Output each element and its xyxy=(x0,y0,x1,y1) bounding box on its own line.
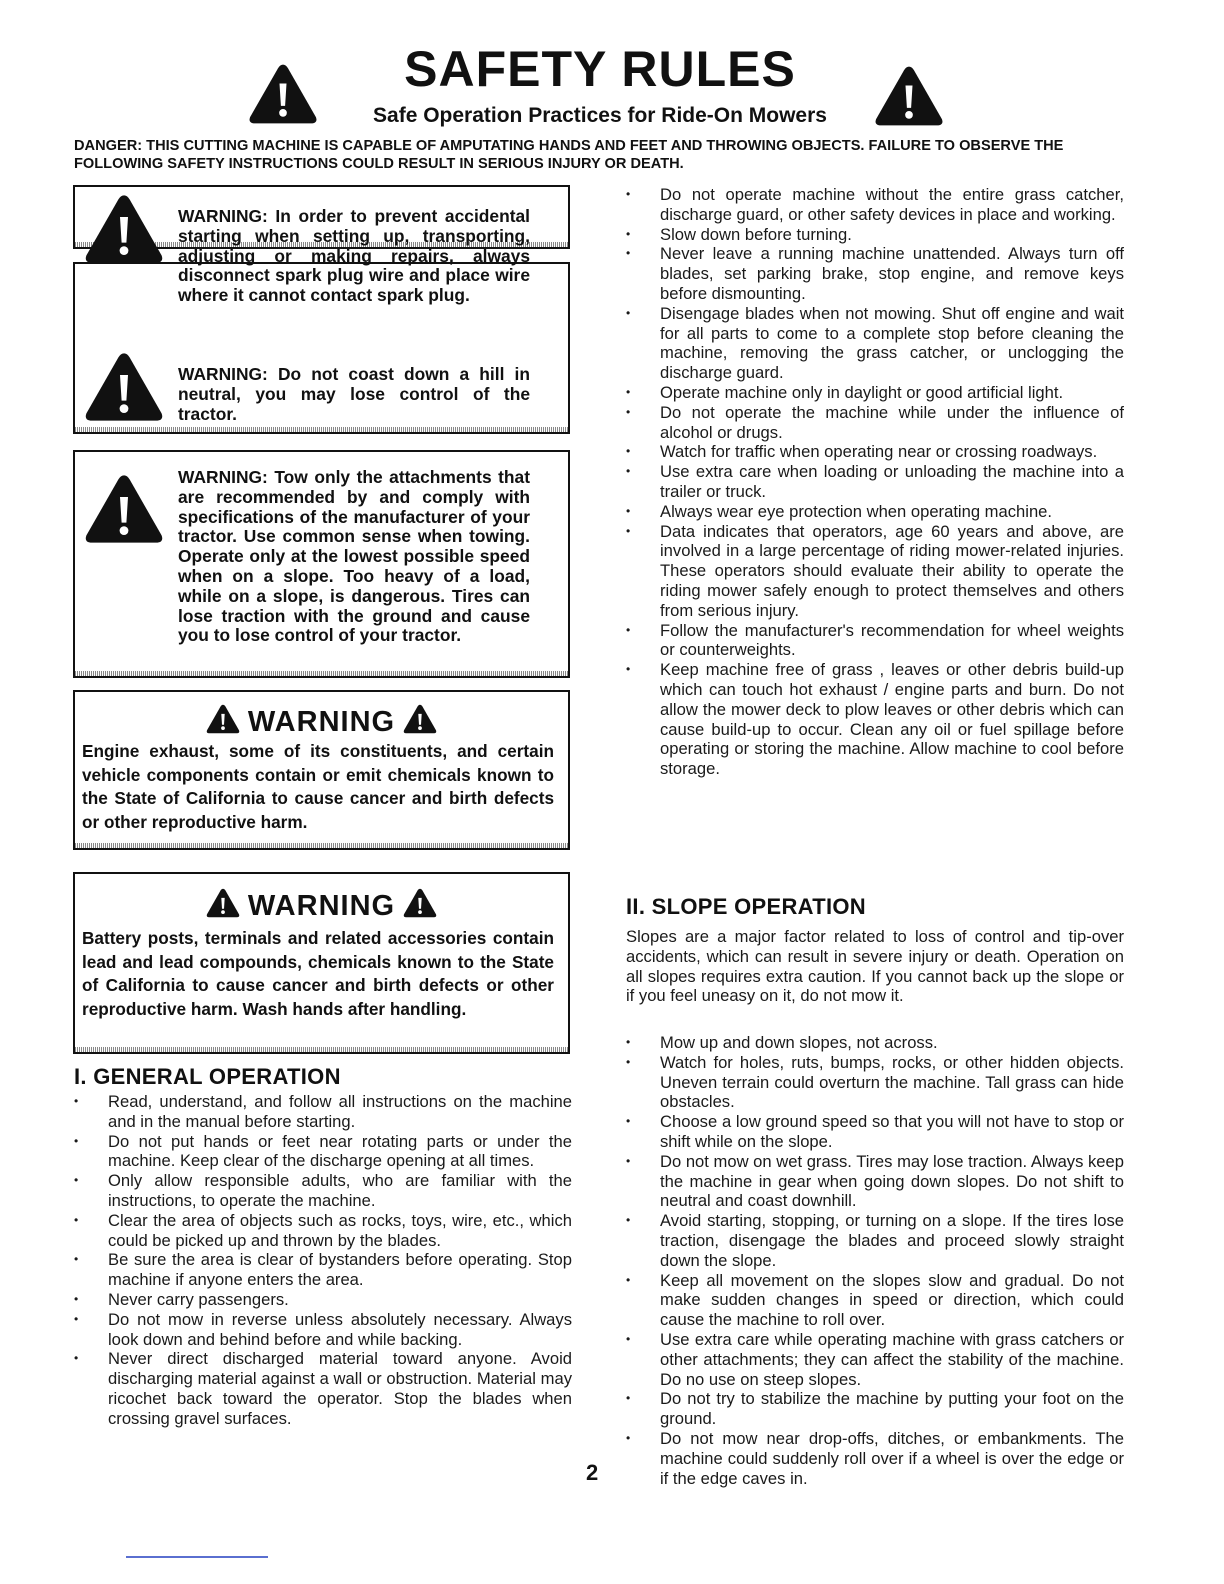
box-shadow-strip xyxy=(75,843,568,848)
warning-text-coast: WARNING: Do not coast down a hill in neutral, you may lose control of the tractor. xyxy=(178,364,530,424)
warning-triangle-small-icon xyxy=(403,703,437,741)
prop65-engine-header xyxy=(73,703,570,737)
box-shadow-strip xyxy=(75,671,568,676)
general-operation-heading: I. GENERAL OPERATION xyxy=(74,1064,341,1089)
list-item: • Keep all movement on the slopes slow and gradual. Do not make sudden changes in speed or direction, which could cause the machine to roll over. xyxy=(626,1271,1124,1330)
list-item: • Keep machine free of grass , leaves or other debris build-up which can touch hot exhaust / engine parts and burn. Do not allow the mower deck to plow leaves or other debris which can cause build-up to occur. Clean any oil or fuel spillage before operating or storing the machine. Allow machine to cool before storage. xyxy=(626,660,1124,779)
prop65-warning-label: WARNING xyxy=(247,890,396,922)
list-item: • Watch for traffic when operating near or crossing roadways. xyxy=(626,442,1124,462)
list-item: • Read, understand, and follow all instructions on the machine and in the manual before starting. xyxy=(74,1092,572,1132)
warning-text-disconnect: WARNING: In order to prevent accidental starting when setting up, transporting, adjusting or making repairs, always disconnect spark plug wire and place wire where it cannot contact spark plug. xyxy=(178,206,530,306)
list-item: • Avoid starting, stopping, or turning on a slope. If the tires lose traction, disengage the blades and proceed slowly straight down the slope. xyxy=(626,1211,1124,1270)
page-subtitle: Safe Operation Practices for Ride-On Mowers xyxy=(373,104,827,127)
list-item: • Do not put hands or feet near rotating parts or under the machine. Keep clear of the discharge opening at all times. xyxy=(74,1132,572,1172)
slope-operation-list xyxy=(626,1033,1124,1488)
list-item: • Clear the area of objects such as rocks, toys, wire, etc., which could be picked up and thrown by the blades. xyxy=(74,1211,572,1251)
page-number: 2 xyxy=(586,1460,599,1485)
general-operation-list xyxy=(74,1092,572,1429)
box-shadow-strip xyxy=(75,427,568,432)
list-item: • Mow up and down slopes, not across. xyxy=(626,1033,1124,1053)
danger-notice: DANGER: THIS CUTTING MACHINE IS CAPABLE OF AMPUTATING HANDS AND FEET AND THROWING OBJECTS. FAILURE TO OBSERVE THE FOLLOWING SAFETY INSTRUCTIONS COULD RESULT IN SERIOUS INJURY OR DEATH. xyxy=(74,138,1064,172)
list-item: • Do not mow in reverse unless absolutely necessary. Always look down and behind before and while backing. xyxy=(74,1310,572,1350)
warning-triangle-small-icon xyxy=(403,887,437,925)
prop65-battery-header xyxy=(73,887,570,921)
list-item: • Do not operate machine without the entire grass catcher, discharge guard, or other safety devices in place and working. xyxy=(626,185,1124,225)
list-item: • Disengage blades when not mowing. Shut off engine and wait for all parts to come to a complete stop before cleaning the machine, removing the grass catcher, or unclogging the discharge guard. xyxy=(626,304,1124,383)
warning-triangle-icon xyxy=(84,348,164,426)
list-item: • Do not mow on wet grass. Tires may lose traction. Always keep the machine in gear when going down slopes. Do not shift to neutral and coast downhill. xyxy=(626,1152,1124,1211)
list-item: • Watch for holes, ruts, bumps, rocks, or other hidden objects. Uneven terrain could overturn the machine. Tall grass can hide obstacles. xyxy=(626,1053,1124,1112)
warning-triangle-small-icon xyxy=(206,703,240,741)
list-item: • Always wear eye protection when operating machine. xyxy=(626,502,1124,522)
warning-triangle-small-icon xyxy=(206,887,240,925)
box-shadow-strip xyxy=(75,1047,568,1052)
list-item: • Never carry passengers. xyxy=(74,1290,572,1310)
footer-rule xyxy=(126,1556,268,1558)
slope-operation-heading: II. SLOPE OPERATION xyxy=(626,894,866,919)
list-item: • Do not mow near drop-offs, ditches, or embankments. The machine could suddenly roll over if a wheel is over the edge or if the edge caves in. xyxy=(626,1429,1124,1488)
list-item: • Use extra care when loading or unloading the machine into a trailer or truck. xyxy=(626,462,1124,502)
page-title: SAFETY RULES xyxy=(404,41,796,97)
prop65-battery-text: Battery posts, terminals and related accessories contain lead and lead compounds, chemicals known to the State of California to cause cancer and birth defects or other reproductive harm. Wash hands after handling. xyxy=(82,928,554,1019)
list-item: • Slow down before turning. xyxy=(626,225,1124,245)
warning-triangle-icon xyxy=(84,470,164,548)
slope-intro-paragraph: Slopes are a major factor related to loss of control and tip-over accidents, which can result in severe injury or death. Operation on all slopes requires extra caution. If you cannot back up the slope or if you feel uneasy on it, do not mow it. xyxy=(626,927,1124,1006)
list-item: • Do not operate the machine while under the influence of alcohol or drugs. xyxy=(626,403,1124,443)
list-item: • Never leave a running machine unattended. Always turn off blades, set parking brake, stop engine, and remove keys before dismounting. xyxy=(626,244,1124,303)
list-item: • Operate machine only in daylight or good artificial light. xyxy=(626,383,1124,403)
prop65-engine-text: Engine exhaust, some of its constituents, and certain vehicle components contain or emit chemicals known to the State of California to cause cancer and birth defects or other reproductive harm. xyxy=(82,741,554,832)
operation-rules-list xyxy=(626,185,1124,779)
warning-text-tow: WARNING: Tow only the attachments that are recommended by and comply with specifications of the manufacturer of your tractor. Use common sense when towing. Operate only at the lowest possible speed when on a slope. Too heavy of a load, while on a slope, is dangerous. Tires can lose traction with the ground and cause you to lose control of your tractor. xyxy=(178,467,530,646)
list-item: • Follow the manufacturer's recommendation for wheel weights or counterweights. xyxy=(626,621,1124,661)
prop65-warning-label: WARNING xyxy=(247,706,396,738)
list-item: • Only allow responsible adults, who are familiar with the instructions, to operate the machine. xyxy=(74,1171,572,1211)
list-item: • Data indicates that operators, age 60 years and above, are involved in a large percentage of riding mower-related injuries. These operators should evaluate their ability to operate the riding mower safely enough to protect themselves and others from serious injury. xyxy=(626,522,1124,621)
warning-triangle-icon xyxy=(84,192,164,266)
list-item: • Never direct discharged material toward anyone. Avoid discharging material against a wall or obstruction. Material may ricochet back toward the operator. Stop the blades when crossing gravel surfaces. xyxy=(74,1349,572,1428)
list-item: • Choose a low ground speed so that you will not have to stop or shift while on the slope. xyxy=(626,1112,1124,1152)
list-item: • Be sure the area is clear of bystanders before operating. Stop machine if anyone enters the area. xyxy=(74,1250,572,1290)
list-item: • Do not try to stabilize the machine by putting your foot on the ground. xyxy=(626,1389,1124,1429)
list-item: • Use extra care while operating machine with grass catchers or other attachments; they can affect the stability of the machine. Do no use on steep slopes. xyxy=(626,1330,1124,1389)
